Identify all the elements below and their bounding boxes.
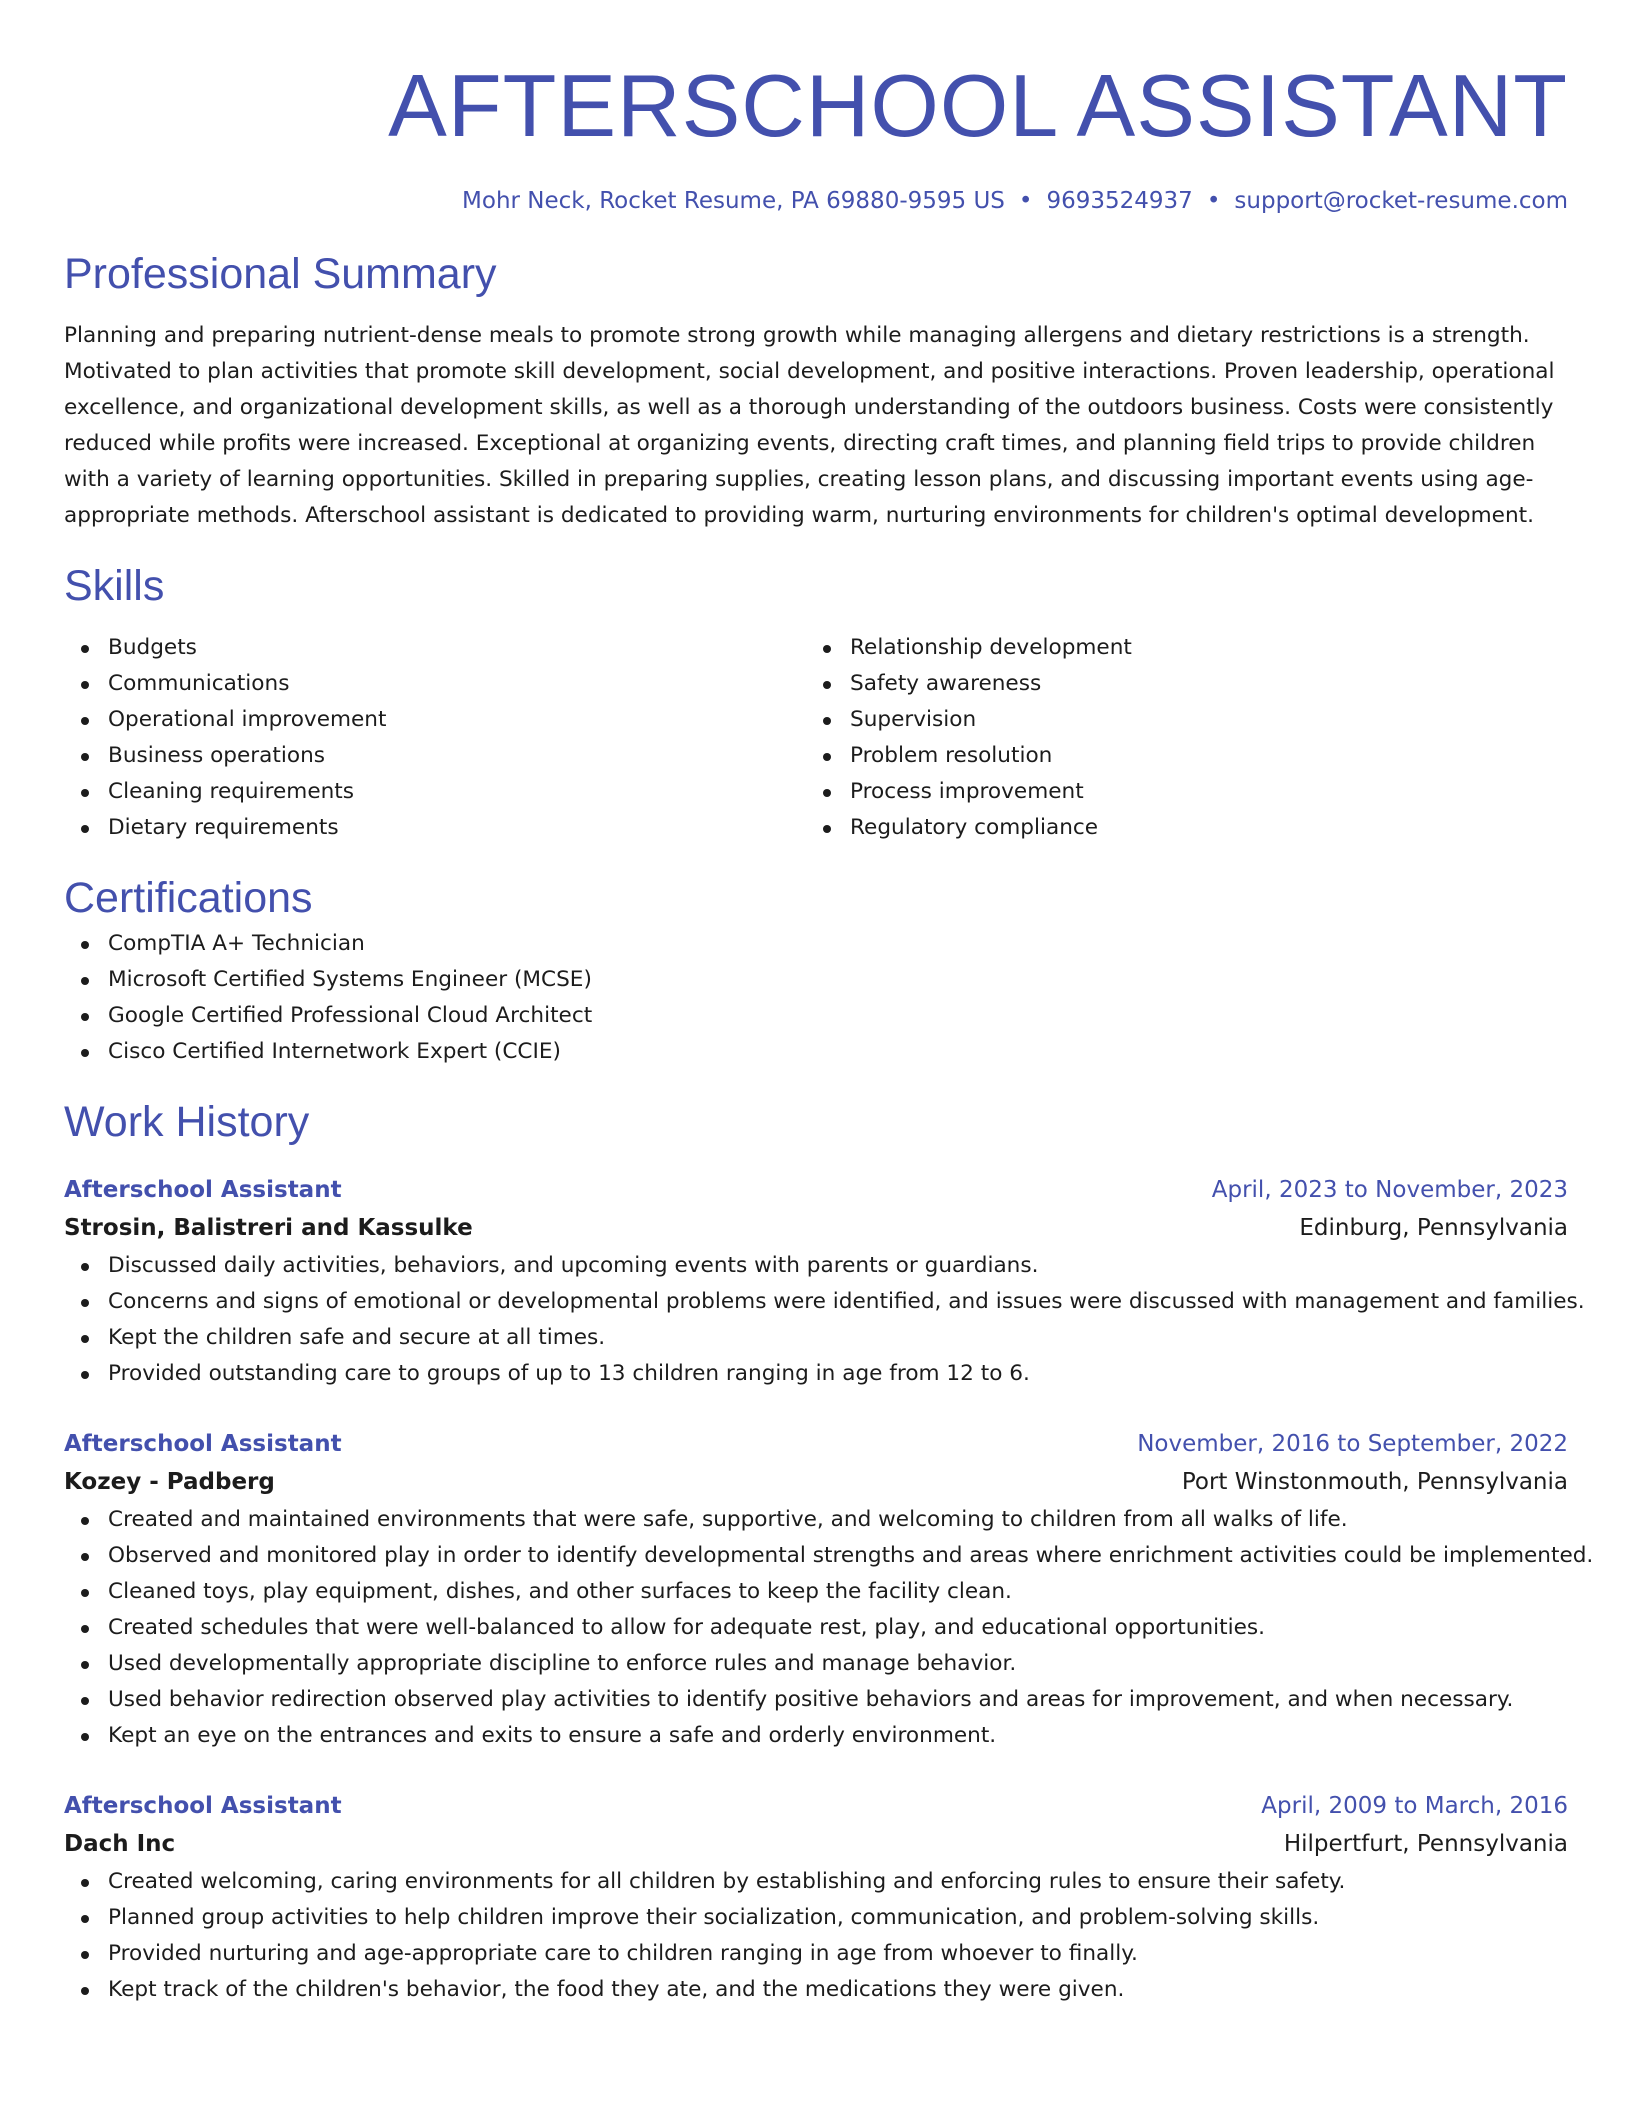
job-duty-item: Created schedules that were well-balanced to allow for adequate rest, play, and educational opportunities.	[64, 1610, 1568, 1646]
certifications-list	[64, 926, 1568, 1070]
skill-item: Problem resolution	[806, 738, 1548, 774]
job-location: Port Winstonmouth, Pennsylvania	[1181, 1469, 1568, 1495]
job-dates: April, 2009 to March, 2016	[1261, 1793, 1568, 1819]
job-entry	[64, 1172, 1585, 1392]
section-title-work-history: Work History	[64, 1098, 310, 1146]
job-title: Afterschool Assistant	[64, 1177, 342, 1203]
job-company-row	[64, 1824, 1568, 1864]
candidate-name: AFTERSCHOOL ASSISTANT	[388, 56, 1568, 155]
job-duty-item: Observed and monitored play in order to identify developmental strengths and areas where enrichment activities could be implemented.	[64, 1538, 1568, 1574]
contact-phone: 9693524937	[1046, 188, 1193, 214]
job-title: Afterschool Assistant	[64, 1431, 342, 1457]
skills-section	[64, 558, 1568, 846]
skill-item: Process improvement	[806, 774, 1548, 810]
skill-item: Cleaning requirements	[64, 774, 806, 810]
job-duty-item: Used developmentally appropriate discipline to enforce rules and manage behavior.	[64, 1646, 1568, 1682]
job-dates: April, 2023 to November, 2023	[1211, 1177, 1568, 1203]
job-duty-item: Created and maintained environments that were safe, supportive, and welcoming to children from all walks of life.	[64, 1502, 1568, 1538]
job-company: Dach Inc	[64, 1831, 176, 1857]
skill-item: Safety awareness	[806, 666, 1548, 702]
skills-list-right	[806, 630, 1548, 846]
skills-grid	[64, 630, 1568, 846]
job-duties-list	[64, 1864, 1568, 2008]
job-entry	[64, 1788, 1568, 2008]
job-duty-item: Discussed daily activities, behaviors, and upcoming events with parents or guardians.	[64, 1248, 1568, 1284]
section-title-certifications: Certifications	[64, 874, 313, 922]
skills-list-left	[64, 630, 806, 846]
skill-item: Business operations	[64, 738, 806, 774]
job-location: Hilpertfurt, Pennsylvania	[1283, 1831, 1568, 1857]
certification-item: Cisco Certified Internetwork Expert (CCIE)	[64, 1034, 1568, 1070]
job-duty-item: Kept track of the children's behavior, the food they ate, and the medications they were given.	[64, 1972, 1568, 2008]
job-duty-item: Used behavior redirection observed play activities to identify positive behaviors and areas for improvement, and when necessary.	[64, 1682, 1568, 1718]
contact-email: support@rocket-resume.com	[1234, 188, 1568, 214]
job-duties-list	[64, 1502, 1594, 1754]
job-dates: November, 2016 to September, 2022	[1137, 1431, 1568, 1457]
work-history-section	[64, 1094, 1594, 2008]
skill-item: Communications	[64, 666, 806, 702]
job-duty-item: Provided outstanding care to groups of up to 13 children ranging in age from 12 to 6.	[64, 1356, 1568, 1392]
job-duties-list	[64, 1248, 1585, 1392]
job-company-row	[64, 1462, 1568, 1502]
job-company: Kozey - Padberg	[64, 1469, 275, 1495]
summary-text: Planning and preparing nutrient-dense meals to promote strong growth while managing allergens and dietary restrictions is a strength. Motivated to plan activities that promote skill development, social development, and positive interactions. Proven leadership, operational excellence, and organizational development skills, as well as a thorough understanding of the outdoors business. Costs were consistently reduced while profits were increased. Exceptional at organizing events, directing craft times, and planning field trips to provide children with a variety of learning opportunities. Skilled in preparing supplies, creating lesson plans, and discussing important events using age-appropriate methods. Afterschool assistant is dedicated to providing warm, nurturing environments for children's optimal development.	[64, 323, 1555, 528]
job-company: Strosin, Balistreri and Kassulke	[64, 1215, 473, 1241]
skill-item: Supervision	[806, 702, 1548, 738]
job-location: Edinburg, Pennsylvania	[1299, 1215, 1568, 1241]
job-duty-item: Cleaned toys, play equipment, dishes, and other surfaces to keep the facility clean.	[64, 1574, 1568, 1610]
section-title-summary: Professional Summary	[64, 250, 497, 298]
job-duty-item: Concerns and signs of emotional or developmental problems were identified, and issues were discussed with management and families.	[64, 1284, 1568, 1320]
job-company-row	[64, 1208, 1568, 1248]
certification-item: Microsoft Certified Systems Engineer (MCSE)	[64, 962, 1568, 998]
skill-item: Relationship development	[806, 630, 1548, 666]
skill-item: Regulatory compliance	[806, 810, 1548, 846]
job-duty-item: Planned group activities to help children improve their socialization, communication, and problem-solving skills.	[64, 1900, 1568, 1936]
contact-separator: •	[1206, 188, 1221, 214]
certification-item: Google Certified Professional Cloud Architect	[64, 998, 1568, 1034]
section-title-skills: Skills	[64, 562, 165, 610]
certifications-section	[64, 870, 1568, 1070]
job-title: Afterschool Assistant	[64, 1793, 342, 1819]
resume-header	[64, 48, 1568, 218]
contact-address: Mohr Neck, Rocket Resume, PA 69880-9595 US	[462, 188, 1005, 214]
skill-item: Dietary requirements	[64, 810, 806, 846]
job-title-row	[64, 1426, 1568, 1462]
contact-line	[64, 184, 1568, 218]
certification-item: CompTIA A+ Technician	[64, 926, 1568, 962]
job-duty-item: Created welcoming, caring environments for all children by establishing and enforcing rules to ensure their safety.	[64, 1864, 1568, 1900]
contact-separator: •	[1018, 188, 1033, 214]
job-entry	[64, 1426, 1594, 1754]
job-duty-item: Kept the children safe and secure at all times.	[64, 1320, 1568, 1356]
skill-item: Operational improvement	[64, 702, 806, 738]
skill-item: Budgets	[64, 630, 806, 666]
job-title-row	[64, 1788, 1568, 1824]
job-duty-item: Provided nurturing and age-appropriate care to children ranging in age from whoever to finally.	[64, 1936, 1568, 1972]
job-title-row	[64, 1172, 1568, 1208]
job-duty-item: Kept an eye on the entrances and exits to ensure a safe and orderly environment.	[64, 1718, 1568, 1754]
summary-section	[64, 246, 1568, 534]
